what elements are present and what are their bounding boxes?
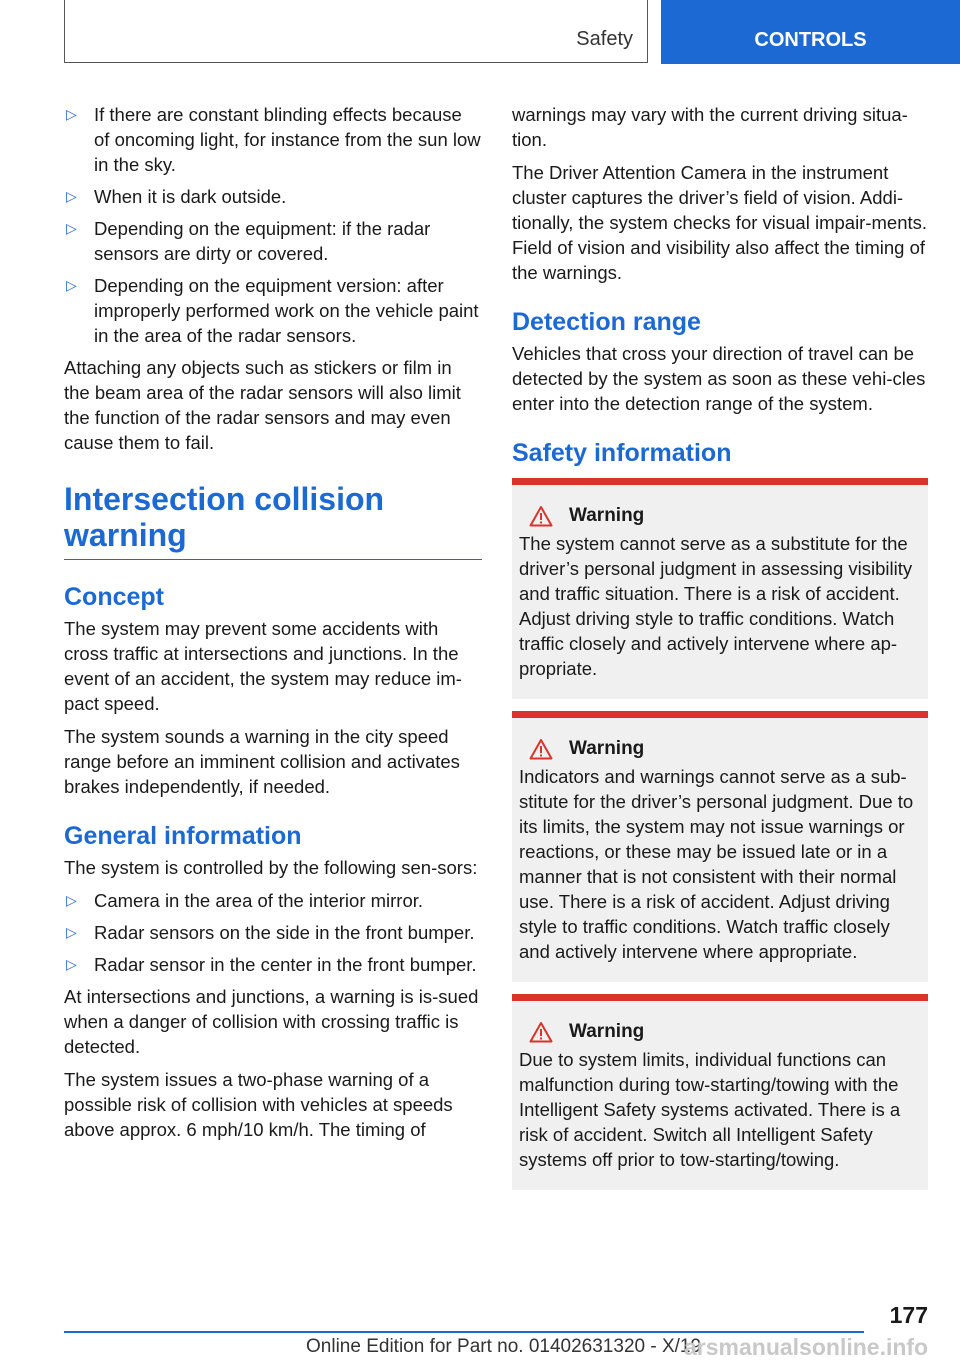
warning-box xyxy=(512,478,928,699)
general-heading: General information xyxy=(64,822,302,850)
general-paragraph: The system issues a two-phase warning of a possible risk of collision with vehicles at speeds above approx. 6 mph/10 km/h. The timing of xyxy=(64,1069,453,1140)
right-column xyxy=(512,102,928,1190)
triangle-bullet-icon: ▷ xyxy=(66,188,77,204)
triangle-bullet-icon: ▷ xyxy=(66,892,77,908)
warning-text: Due to system limits, individual functions can malfunction during tow-starting/towing with the Intelligent Safety systems activated. There is a risk of accident. Switch all Intelligent Safety systems off prior to tow-starting/towing. xyxy=(519,1049,901,1170)
list-item: ▷ Radar sensor in the center in the front bumper. xyxy=(66,954,477,975)
concept-paragraph: The system sounds a warning in the city speed range before an imminent collision and activates brakes independently, if needed. xyxy=(64,726,460,797)
sensors-list xyxy=(64,888,482,977)
list-item: ▷ Depending on the equipment: if the radar sensors are dirty or covered. xyxy=(66,218,431,264)
warning-text: Indicators and warnings cannot serve as a sub-stitute for the driver’s personal judgment. Due to its limits, the system may not issue warnings or reactions, or these may be issued late or in a manner that is not consistent with their normal use. There is a risk of accident. Adjust driving style to traffic conditions. Watch traffic closely and actively intervene where appropriate. xyxy=(519,766,914,962)
watermark: arsmanualsonline.info xyxy=(684,1334,929,1360)
warning-triangle-icon xyxy=(529,738,553,760)
warning-header xyxy=(519,505,922,527)
triangle-bullet-icon: ▷ xyxy=(66,220,77,236)
concept-paragraph: The system may prevent some accidents with cross traffic at intersections and junctions. In the event of an accident, the system may reduce im-pact speed. xyxy=(64,618,462,714)
general-paragraph: The system is controlled by the following sen-sors: xyxy=(64,857,478,878)
list-item: ▷ Camera in the area of the interior mirror. xyxy=(66,890,424,911)
list-item: ▷ Radar sensors on the side in the front bumper. xyxy=(66,922,475,943)
general-paragraph: At intersections and junctions, a warning is is-sued when a danger of collision with crossing traffic is detected. xyxy=(64,986,479,1057)
warning-label: Warning xyxy=(569,1021,645,1042)
list-item: ▷ When it is dark outside. xyxy=(66,186,287,207)
list-item: ▷ Depending on the equipment version: after improperly performed work on the vehicle paint in the area of the radar sensors. xyxy=(66,275,479,346)
conditions-list xyxy=(64,102,482,348)
triangle-bullet-icon: ▷ xyxy=(66,924,77,940)
camera-paragraph: The Driver Attention Camera in the instrument cluster captures the driver’s field of vision. Addi-tionally, the system checks for visual impair-ments. Field of vision and visibility also affect the timing of the warnings. xyxy=(512,162,928,283)
warning-triangle-icon xyxy=(529,1021,553,1043)
footer-divider xyxy=(64,1331,864,1333)
main-heading: Intersection collision warning xyxy=(64,481,482,560)
continued-paragraph: warnings may vary with the current driving situa-tion. xyxy=(512,104,908,150)
chapter-tab[interactable]: CONTROLS xyxy=(661,0,960,64)
list-item: ▷ If there are constant blinding effects because of oncoming light, for instance from the sun low in the sky. xyxy=(66,104,481,175)
warning-label: Warning xyxy=(569,738,645,759)
detection-paragraph: Vehicles that cross your direction of travel can be detected by the system as soon as these vehi-cles enter into the detection range of the system. xyxy=(512,343,926,414)
left-column xyxy=(64,102,482,1150)
section-header-box xyxy=(64,0,648,63)
triangle-bullet-icon: ▷ xyxy=(66,956,77,972)
concept-heading: Concept xyxy=(64,583,164,611)
paragraph-attach: Attaching any objects such as stickers or film in the beam area of the radar sensors will also limit the function of the radar sensors and may even cause them to fail. xyxy=(64,357,461,453)
warning-triangle-icon xyxy=(529,505,553,527)
section-title: Safety xyxy=(576,28,633,50)
page-header xyxy=(0,0,960,66)
safety-heading: Safety information xyxy=(512,439,732,467)
triangle-bullet-icon: ▷ xyxy=(66,106,77,122)
page-number: 177 xyxy=(889,1302,928,1328)
warning-box xyxy=(512,711,928,982)
warning-header xyxy=(519,738,922,760)
warning-header xyxy=(519,1021,922,1043)
warning-label: Warning xyxy=(569,505,645,526)
warning-box xyxy=(512,994,928,1190)
triangle-bullet-icon: ▷ xyxy=(66,277,77,293)
detection-heading: Detection range xyxy=(512,308,701,336)
edition-text: Online Edition for Part no. 01402631320 - X/19 xyxy=(306,1336,702,1357)
warning-text: The system cannot serve as a substitute for the driver’s personal judgment in assessing visibility and traffic situation. There is a risk of accident. Adjust driving style to traffic conditions. Watch traffic closely and actively intervene where ap-propriate. xyxy=(519,533,913,679)
